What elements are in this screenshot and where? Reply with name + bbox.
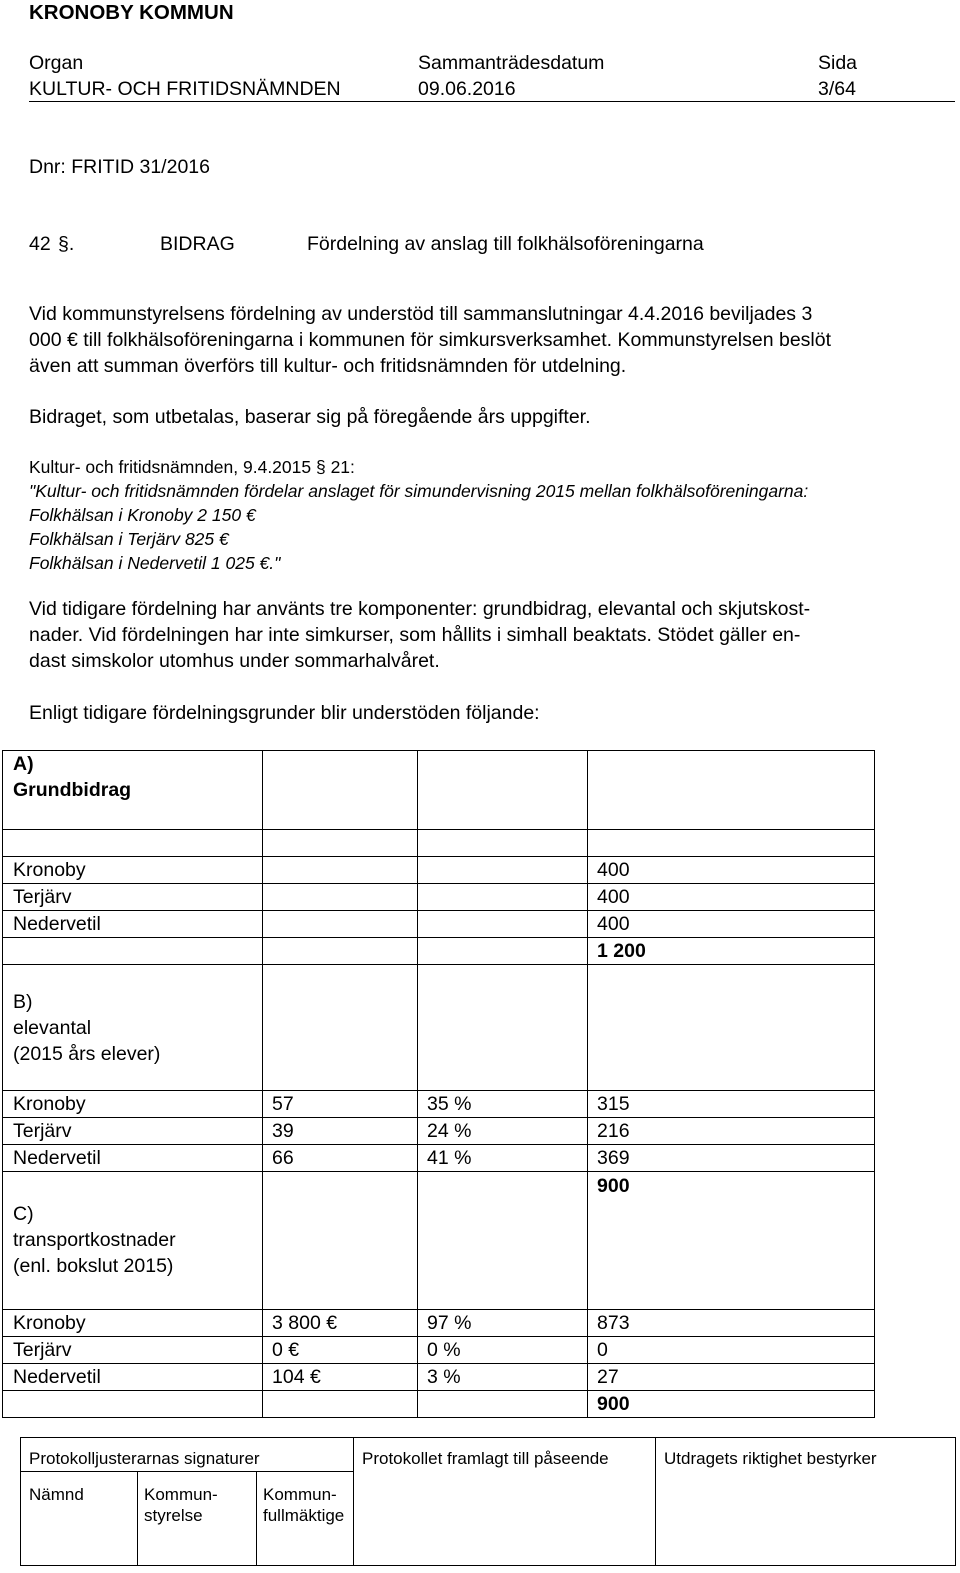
meeting-date-value: 09.06.2016 (418, 78, 516, 100)
municipality-name: Kronoby (3, 1310, 263, 1337)
displayed-label: Protokollet framlagt till påseende (362, 1449, 609, 1468)
pupil-count: 57 (263, 1091, 418, 1118)
paragraph-line: Vid tidigare fördelning har använts tre komponenter: grundbidrag, elevantal och skjutskost- (29, 598, 811, 620)
municipality-name: Kronoby (3, 1091, 263, 1118)
diary-number: Dnr: FRITID 31/2016 (29, 156, 210, 178)
signature-box-fullmaktige (256, 1472, 353, 1565)
paragraph-line: nader. Vid fördelningen har inte simkurser, som hållits i simhall beaktats. Stödet gäller en- (29, 624, 801, 646)
municipality-name: Nedervetil (3, 1145, 263, 1172)
percentage: 35 % (418, 1091, 588, 1118)
section-number: 42 (29, 233, 51, 255)
percentage: 41 % (418, 1145, 588, 1172)
municipality-name: Kronoby (3, 857, 263, 884)
paragraph-intro (29, 301, 949, 379)
table-row (3, 1364, 875, 1391)
percentage: 97 % (418, 1310, 588, 1337)
amount: 873 (588, 1310, 875, 1337)
table-row (3, 884, 875, 911)
namnd-label: Nämnd (29, 1485, 84, 1504)
signature-box-namnd (21, 1472, 137, 1565)
amount: 0 (588, 1337, 875, 1364)
header-divider (29, 101, 955, 102)
paragraph-components (29, 596, 949, 674)
page-label: Sida (818, 52, 858, 74)
table-row (3, 1091, 875, 1118)
section-a-name: Grundbidrag (13, 779, 132, 801)
quote-line: Folkhälsan i Terjärv 825 € (29, 529, 229, 549)
municipality-name: Terjärv (3, 1118, 263, 1145)
pupil-count: 39 (263, 1118, 418, 1145)
amount: 400 (588, 884, 875, 911)
section-header-row (3, 751, 875, 830)
organization-name: KRONOBY KOMMUN (29, 1, 234, 24)
section-a-letter: A) (13, 753, 34, 775)
paragraph-line: Bidraget, som utbetalas, baserar sig på föregående års uppgifter. (29, 406, 591, 428)
transport-cost: 0 € (263, 1337, 418, 1364)
section-b-total: 900 (588, 1172, 875, 1310)
percentage: 3 % (418, 1364, 588, 1391)
paragraph-line: Vid kommunstyrelsens fördelning av understöd till sammanslutningar 4.4.2016 beviljades 3 (29, 303, 813, 325)
amount: 216 (588, 1118, 875, 1145)
section-c-title (3, 1172, 263, 1310)
fullmaktige-label-line: Kommun- (263, 1485, 337, 1504)
quote-line: Folkhälsan i Kronoby 2 150 € (29, 505, 256, 525)
signature-footer (20, 1437, 956, 1566)
decision-reference: Kultur- och fritidsnämnden, 9.4.2015 § 21: (29, 457, 355, 477)
paragraph-line: 000 € till folkhälsoföreningarna i kommunen för simkursverksamhet. Kommunstyrelsen beslöt (29, 329, 832, 351)
organ-label: Organ (29, 52, 84, 74)
transport-cost: 104 € (263, 1364, 418, 1391)
section-a-title (3, 751, 263, 830)
table-row (3, 1118, 875, 1145)
displayed-cell (354, 1438, 656, 1566)
table-row (3, 1145, 875, 1172)
percentage: 0 % (418, 1337, 588, 1364)
fullmaktige-label-line: fullmäktige (263, 1506, 345, 1525)
styrelse-label-line: styrelse (144, 1506, 203, 1525)
section-c-name: transportkostnader (13, 1229, 176, 1251)
transport-cost: 3 800 € (263, 1310, 418, 1337)
signatures-cell (21, 1438, 354, 1566)
section-header-row (3, 1172, 875, 1310)
amount: 400 (588, 857, 875, 884)
paragraph-basis (29, 404, 949, 430)
certified-cell (656, 1438, 956, 1566)
section-b-name: elevantal (13, 1017, 92, 1039)
section-b-letter: B) (13, 991, 33, 1013)
organ-value: KULTUR- OCH FRITIDSNÄMNDEN (29, 78, 341, 100)
table-row (3, 1337, 875, 1364)
amount: 315 (588, 1091, 875, 1118)
total-row (3, 938, 875, 965)
styrelse-label-line: Kommun- (144, 1485, 218, 1504)
section-title: Fördelning av anslag till folkhälsoföreningarna (307, 233, 704, 255)
section-b-title (3, 965, 263, 1091)
section-symbol: §. (58, 233, 75, 255)
section-b-note: (2015 års elever) (13, 1043, 161, 1065)
section-c-letter: C) (13, 1203, 34, 1225)
signatures-label: Protokolljusterarnas signaturer (21, 1438, 353, 1472)
section-c-total: 900 (588, 1391, 875, 1418)
quote-line: "Kultur- och fritidsnämnden fördelar anslaget för simundervisning 2015 mellan folkhälsoföreningarna: (29, 481, 809, 501)
amount: 27 (588, 1364, 875, 1391)
distribution-table (2, 750, 875, 1418)
certified-label: Utdragets riktighet bestyrker (664, 1449, 877, 1468)
section-header-row (3, 965, 875, 1091)
table-row (3, 857, 875, 884)
paragraph-line: dast simskolor utomhus under sommarhalvåret. (29, 650, 440, 672)
percentage: 24 % (418, 1118, 588, 1145)
table-row (3, 911, 875, 938)
page-number: 3/64 (818, 78, 856, 100)
municipality-name: Nedervetil (3, 911, 263, 938)
amount: 369 (588, 1145, 875, 1172)
municipality-name: Terjärv (3, 1337, 263, 1364)
total-row (3, 1391, 875, 1418)
section-type: BIDRAG (160, 233, 235, 255)
municipality-name: Terjärv (3, 884, 263, 911)
section-c-note: (enl. bokslut 2015) (13, 1255, 174, 1277)
meeting-date-label: Sammanträdesdatum (418, 52, 605, 74)
section-a-total: 1 200 (588, 938, 875, 965)
paragraph-summary: Enligt tidigare fördelningsgrunder blir understöden följande: (29, 702, 540, 724)
paragraph-line: även att summan överförs till kultur- och fritidsnämnden för utdelning. (29, 355, 627, 377)
table-row (3, 1310, 875, 1337)
quote-line: Folkhälsan i Nedervetil 1 025 €." (29, 553, 281, 573)
signature-box-styrelse (137, 1472, 256, 1565)
amount: 400 (588, 911, 875, 938)
quoted-decision (29, 479, 949, 575)
pupil-count: 66 (263, 1145, 418, 1172)
municipality-name: Nedervetil (3, 1364, 263, 1391)
